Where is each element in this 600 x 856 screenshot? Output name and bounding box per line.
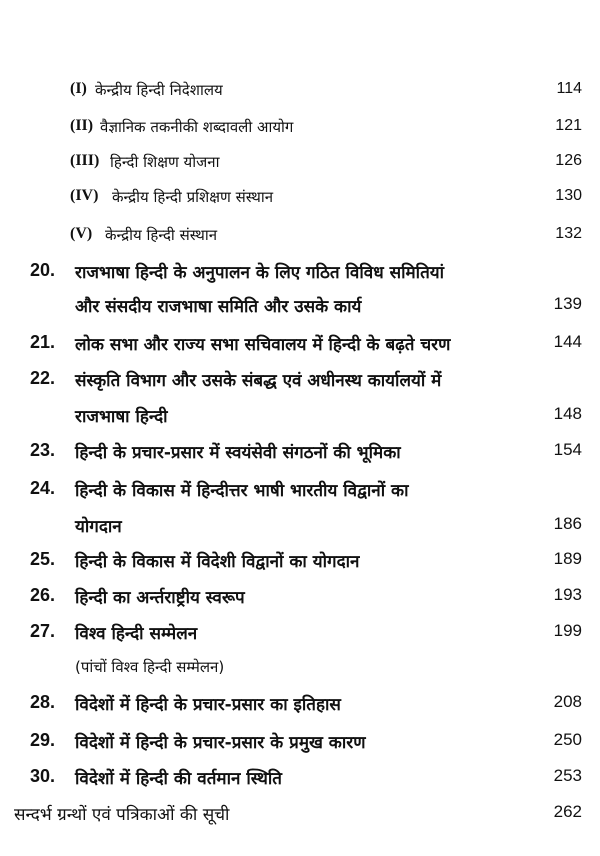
subitem-title: केन्द्रीय हिन्दी प्रशिक्षण संस्थान bbox=[112, 188, 274, 206]
entry-number: 27. bbox=[30, 621, 56, 641]
entry-title: लोक सभा और राज्य सभा सचिवालय में हिन्दी के बढ़ते चरण bbox=[75, 335, 451, 355]
subitem-title: हिन्दी शिक्षण योजना bbox=[110, 153, 220, 171]
subitem-title: केन्द्रीय हिन्दी संस्थान bbox=[105, 226, 218, 244]
subitem-page: 132 bbox=[555, 225, 582, 242]
entry-number: 29. bbox=[30, 730, 56, 750]
entry-number: 30. bbox=[30, 766, 56, 786]
entry-number: 26. bbox=[30, 585, 56, 605]
entry-page: 154 bbox=[553, 440, 582, 459]
subitem-page: 126 bbox=[555, 152, 582, 169]
entry-number: 25. bbox=[30, 549, 56, 569]
entry-page: 139 bbox=[553, 294, 582, 313]
entry-page: 193 bbox=[553, 585, 582, 604]
entry-page: 148 bbox=[553, 404, 582, 423]
subitem-roman: (IV) bbox=[70, 187, 99, 204]
entry-number: 22. bbox=[30, 368, 56, 388]
entry-title: राजभाषा हिन्दी के अनुपालन के लिए गठित विविध समितियां bbox=[75, 263, 445, 283]
entry-number: 23. bbox=[30, 440, 56, 460]
subitem-title: वैज्ञानिक तकनीकी शब्दावली आयोग bbox=[100, 118, 294, 136]
entry-title: हिन्दी के प्रचार-प्रसार में स्वयंसेवी संगठनों की भूमिका bbox=[75, 443, 401, 463]
entry-title-continued: राजभाषा हिन्दी bbox=[75, 407, 168, 427]
entry-title: हिन्दी के विकास में विदेशी विद्वानों का योगदान bbox=[75, 552, 360, 572]
entry-page: 189 bbox=[553, 549, 582, 568]
entry-title-continued: योगदान bbox=[75, 517, 122, 537]
entry-number: 24. bbox=[30, 478, 56, 498]
bibliography-title: सन्दर्भ ग्रन्थों एवं पत्रिकाओं की सूची bbox=[14, 805, 230, 825]
entry-note: (पांचों विश्व हिन्दी सम्मेलन) bbox=[75, 658, 225, 676]
entry-page: 253 bbox=[553, 766, 582, 785]
entry-title: विदेशों में हिन्दी के प्रचार-प्रसार के प्रमुख कारण bbox=[75, 733, 366, 753]
bibliography-page: 262 bbox=[553, 802, 582, 821]
entry-title: हिन्दी के विकास में हिन्दीत्तर भाषी भारतीय विद्वानों का bbox=[75, 481, 409, 501]
entry-number: 20. bbox=[30, 260, 56, 280]
subitem-page: 114 bbox=[556, 80, 582, 97]
entry-title: संस्कृति विभाग और उसके संबद्ध एवं अधीनस्थ कार्यालयों में bbox=[75, 371, 442, 391]
entry-title: विदेशों में हिन्दी की वर्तमान स्थिति bbox=[75, 769, 282, 789]
entry-number: 21. bbox=[30, 332, 56, 352]
subitem-roman: (I) bbox=[70, 80, 87, 97]
entry-number: 28. bbox=[30, 692, 56, 712]
subitem-page: 121 bbox=[555, 117, 582, 134]
entry-page: 186 bbox=[553, 514, 582, 533]
entry-title: हिन्दी का अर्न्तराष्ट्रीय स्वरूप bbox=[75, 588, 245, 608]
subitem-page: 130 bbox=[555, 187, 582, 204]
subitem-roman: (V) bbox=[70, 225, 93, 242]
entry-title-continued: और संसदीय राजभाषा समिति और उसके कार्य bbox=[75, 297, 362, 317]
entry-page: 208 bbox=[553, 692, 582, 711]
entry-page: 199 bbox=[553, 621, 582, 640]
subitem-roman: (III) bbox=[70, 152, 100, 169]
subitem-title: केन्द्रीय हिन्दी निदेशालय bbox=[95, 81, 223, 99]
entry-title: विदेशों में हिन्दी के प्रचार-प्रसार का इतिहास bbox=[75, 695, 341, 715]
entry-page: 144 bbox=[553, 332, 582, 351]
subitem-roman: (II) bbox=[70, 117, 94, 134]
entry-page: 250 bbox=[553, 730, 582, 749]
entry-title: विश्व हिन्दी सम्मेलन bbox=[75, 624, 198, 644]
